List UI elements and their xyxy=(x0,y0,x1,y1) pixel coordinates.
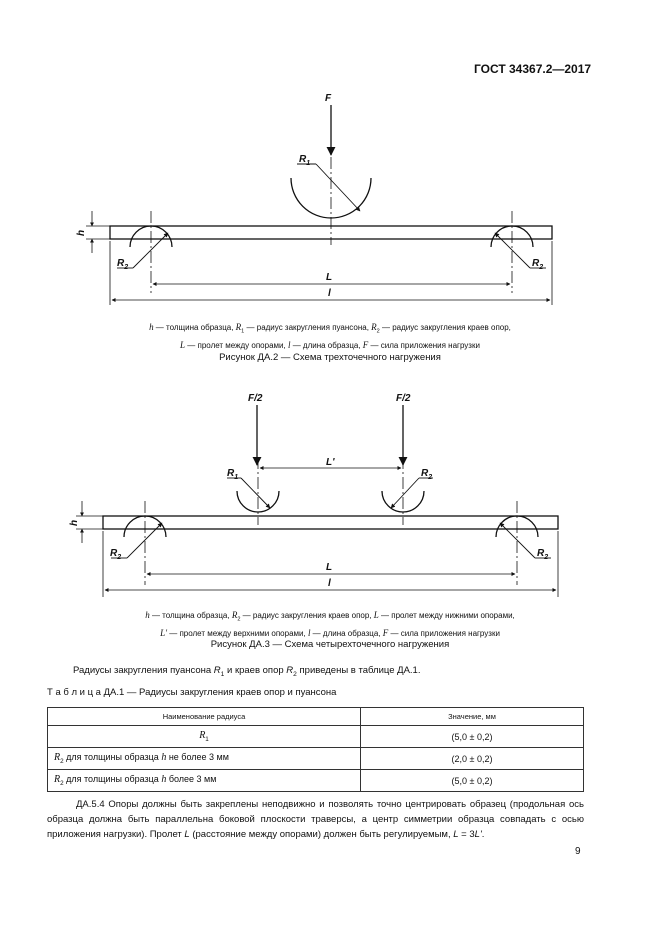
thickness-label: h xyxy=(76,229,87,236)
thickness-label: h xyxy=(69,519,80,526)
radii-paragraph: Радиусы закругления пуансона $R_1$ и краев опор $R_2$ приведены в таблице ДА.1. xyxy=(73,665,421,678)
r1-left-label: $R_1$ xyxy=(227,468,239,481)
table-cell-name: $R_1$ xyxy=(48,726,361,748)
r2-right-label: $R_2$ xyxy=(532,258,544,271)
table-cell-value: (5,0 ± 0,2) xyxy=(361,726,584,748)
length-label: l xyxy=(328,288,331,299)
span-label: L xyxy=(326,272,333,283)
table-cell-name: $R_2$ для толщины образца h не более 3 мм xyxy=(48,748,361,770)
r2-right-label: $R_2$ xyxy=(537,548,549,561)
force-right-label: F/2 xyxy=(396,393,411,404)
table-row xyxy=(48,726,584,748)
span-label: L xyxy=(326,562,333,573)
fig2-caption: Рисунок ДА.2 — Схема трехточечного нагружения xyxy=(219,352,441,363)
r2-left-label: $R_2$ xyxy=(110,548,122,561)
fig2-legend: h — толщина образца, $R_1$ — радиус закругления пуансона, $R_2$ — радиус закругления краев опор, L — пролет между опорами, l — длина образца, F — сила приложения нагрузки xyxy=(149,322,511,350)
r2-upper-right-label: $R_2$ xyxy=(421,468,433,481)
table-header-name: Наименование радиуса xyxy=(48,708,361,726)
table-cell-value: (5,0 ± 0,2) xyxy=(361,770,584,792)
specimen-bar xyxy=(103,516,558,529)
r1-label: $R_1$ xyxy=(299,154,311,167)
table-row xyxy=(48,748,584,770)
radii-table xyxy=(47,707,584,792)
force-label: F xyxy=(325,93,332,104)
length-label: l xyxy=(328,578,331,589)
page-number: 9 xyxy=(575,846,581,857)
upper-span-label: L' xyxy=(326,457,335,468)
fig3-caption: Рисунок ДА.3 — Схема четырехточечного нагружения xyxy=(210,639,450,650)
table-title: Т а б л и ц а ДА.1 — Радиусы закругления краев опор и пуансона xyxy=(47,687,337,698)
standard-code: ГОСТ 34367.2—2017 xyxy=(474,62,592,76)
r2-left-label: $R_2$ xyxy=(117,258,129,271)
fig3-legend: h — толщина образца, $R_2$ — радиус закругления краев опор, L — пролет между нижними опорами, L' — пролет между верхними опорами, l — длина образца, F — сила приложения нагрузки xyxy=(145,610,515,638)
four-point-loading-diagram xyxy=(0,385,661,605)
table-header-row xyxy=(48,708,584,726)
table-cell-value: (2,0 ± 0,2) xyxy=(361,748,584,770)
table-cell-name: $R_2$ для толщины образца h более 3 мм xyxy=(48,770,361,792)
table-row xyxy=(48,770,584,792)
three-point-loading-diagram xyxy=(0,85,661,305)
force-left-label: F/2 xyxy=(248,393,263,404)
table-header-value: Значение, мм xyxy=(361,708,584,726)
supports-paragraph: ДА.5.4 Опоры должны быть закреплены неподвижно и позволять точно центрировать образец (продольная ось образца должна быть параллельна боковой плоскости траверсы, а центр симметрии образца совпадать с осью приложения нагрузки). Пролет L (расстояние между опорами) должен быть регулируемым, L = 3L'. xyxy=(47,799,584,840)
